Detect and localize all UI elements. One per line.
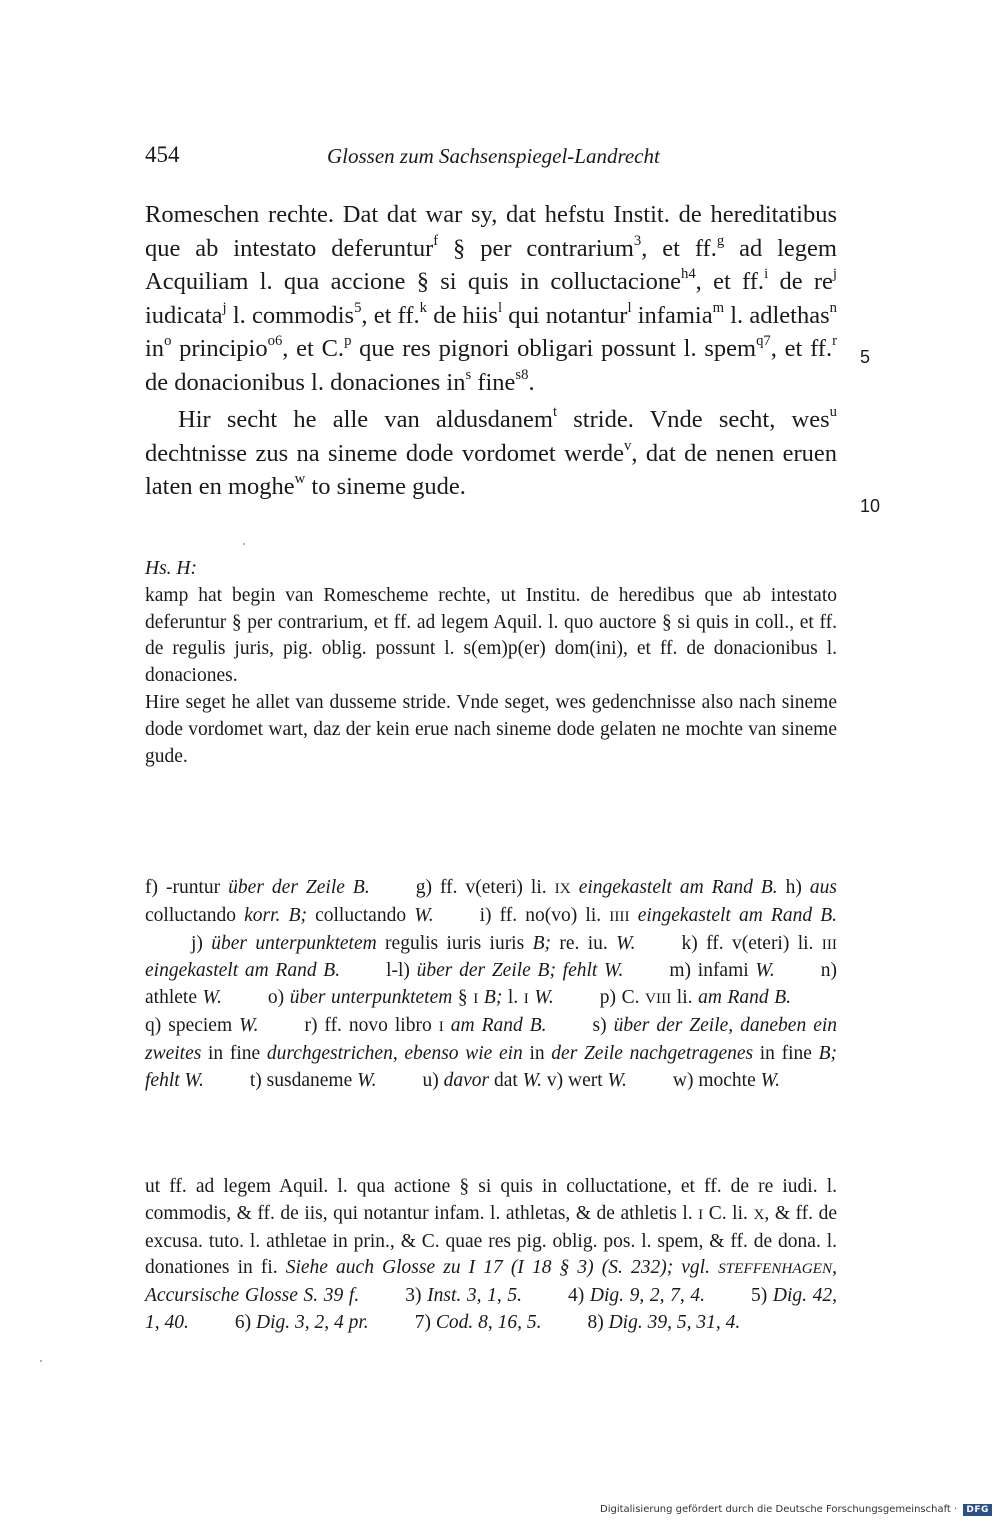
apparatus-text: f) -runtur über der Zeile B. g) ff. v(eteri) li. IX eingekastelt am Rand B. h) aus colluctando korr. B; colluctando W. i) ff. no(vo) li. IIII eingekastelt am Rand B.j) über unterpunktetem regulis iuris iuris B; re. iu. W. k) ff. v(eteri) li. III eingekastelt am Rand B. l-l) über der Zeile B; fehlt W. m) infami W. n) athlete W. o) über unterpunktetem § I B; l. I W. p) C. VIII li. am Rand B.q) speciem W. r) ff. novo libro I am Rand B. s) über der Zeile, daneben ein zweites in fine durchgestrichen, ebenso wie ein in der Zeile nachgetragenes in fine B; fehlt W. t) susdaneme W. u) davor dat W. v) wert W. w) mochte W. bbox=[145, 877, 838, 1091]
page-number: 454 bbox=[145, 142, 180, 167]
main-text bbox=[145, 198, 837, 504]
digitization-footer bbox=[600, 1504, 992, 1516]
line-number-5: 5 bbox=[860, 347, 871, 367]
manuscript-label: Hs. H: bbox=[145, 558, 197, 579]
manuscript-h-paragraph-1: kamp hat begin van Romescheme rechte, ut Institu. de heredibus que ab intestato deferuntur § per contrarium, et ff. ad legem Aquil. l. quo auctore § si quis in coll., et ff. de regulis juris, pig. oblig. possunt l. s(em)p(er) dom(ini), et ff. de donacionibus l. donaciones. bbox=[145, 584, 837, 687]
scan-speck bbox=[40, 1360, 42, 1362]
source-notes bbox=[145, 1174, 837, 1337]
notes-text: ut ff. ad legem Aquil. l. qua actione § si quis in colluctatione, et ff. de re iudi. l. commodis, & ff. de iis, qui notantur infam. l. athletas, & de athletis l. I C. li. X, & ff. de excusa. tuto. l. athletae in prin., & C. quae res pig. oblig. pos. l. spem, & ff. de dona. l. donationes in fi. Siehe auch Glosse zu I 17 (I 18 § 3) (S. 232); vgl. STEFFENHAGEN, Accursische Glosse S. 39 f. 3) Inst. 3, 1, 5. 4) Dig. 9, 2, 7, 4. 5) Dig. 42, 1, 40. 6) Dig. 3, 2, 4 pr. 7) Cod. 8, 16, 5. 8) Dig. 39, 5, 31, 4. bbox=[145, 1176, 838, 1333]
footer-credit: Digitalisierung gefördert durch die Deutsche Forschungsgemeinschaft · bbox=[600, 1504, 958, 1515]
main-paragraph-1: Romeschen rechte. Dat dat war sy, dat hefstu Instit. de hereditatibus que ab intestato deferuntur$^f$ § per contrarium$^3$, et ff.$^g$ ad legem Acquiliam l. qua accione § si quis in colluctacione$^{h4}$, et ff.$^i$ de $re^j$ iudicata$^j$ l. commodis$^5$, et ff.$^k$ de hiis$^l$ qui notantur$^l$ infamia$^m$ l. adlethas$^n$ $in^o$ principio$^{o6}$, et C.$^p$ que res pignori obligari possunt l. spem$^{q7}$, et ff.$^r$ de donacionibus l. donaciones $in^s$ fine$^{s8}$. bbox=[145, 201, 837, 396]
running-title: Glossen zum Sachsenspiegel-Landrecht bbox=[327, 144, 660, 168]
dfg-logo-icon: DFG bbox=[963, 1504, 992, 1516]
main-paragraph-2: Hir secht he alle van aldusdanem$^t$ stride. Vnde secht, wes$^u$ dechtnisse zus na sineme dode vordomet werde$^v$, dat de nenen eruen laten en moghe$^w$ to sineme gude. bbox=[145, 403, 837, 500]
critical-apparatus bbox=[145, 875, 837, 1094]
scan-speck bbox=[243, 543, 245, 545]
page-header bbox=[145, 142, 837, 176]
manuscript-h-paragraph-2: Hire seget he allet van dusseme stride. Vnde seget, wes gedenchnisse also nach sineme dode vordomet wart, daz der kein erue nach sineme dode gelaten ne mochte van sineme gude. bbox=[145, 691, 837, 767]
line-number-10: 10 bbox=[860, 496, 881, 516]
manuscript-h-variant bbox=[145, 556, 837, 770]
